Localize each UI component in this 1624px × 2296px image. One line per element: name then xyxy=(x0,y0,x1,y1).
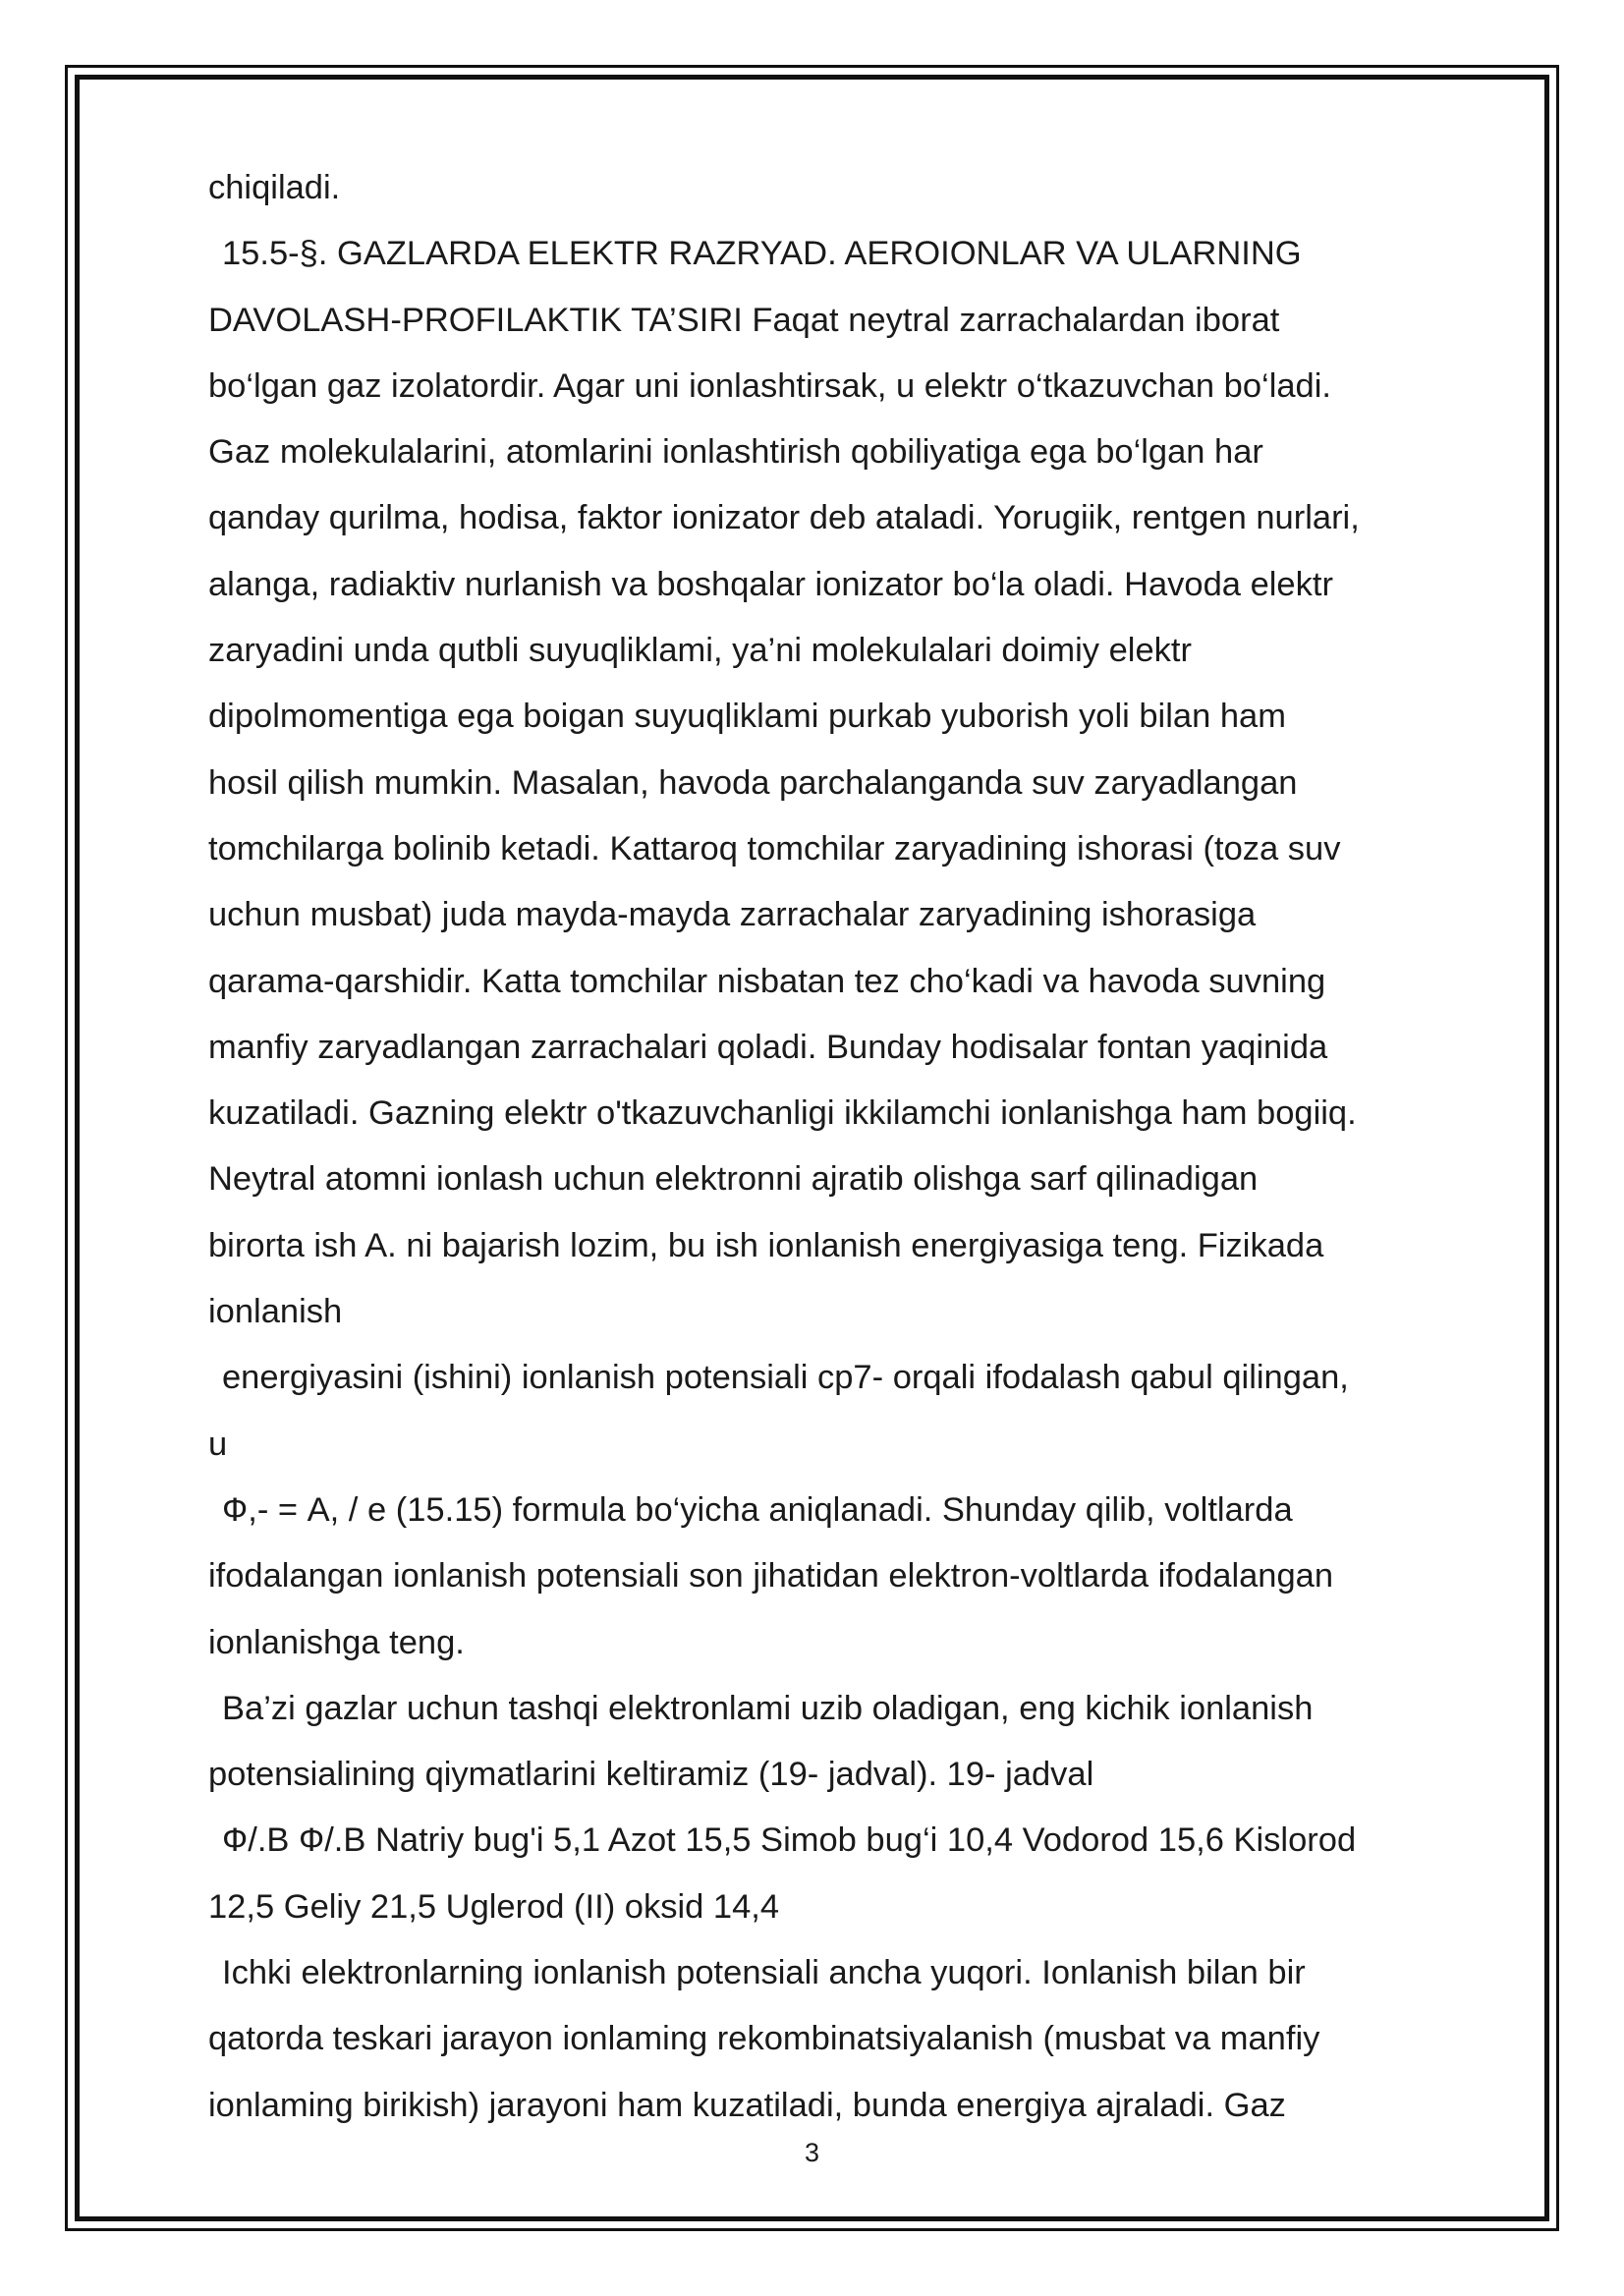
text-line: alanga, radiaktiv nurlanish va boshqalar ionizator bo‘la oladi. Havoda elektr xyxy=(208,565,1333,603)
text-line: qatorda teskari jarayon ionlaming rekombinatsiyalanish (musbat va manfiy xyxy=(208,2020,1320,2058)
text-line: tomchilarga bolinib ketadi. Kattaroq tomchilar zaryadining ishorasi (toza suv xyxy=(208,829,1341,868)
text-line: potensialining qiymatlarini keltiramiz (19- jadval). 19- jadval xyxy=(208,1756,1094,1794)
text-line: manfiy zaryadlangan zarrachalari qoladi. Bunday hodisalar fontan yaqinida xyxy=(208,1028,1328,1066)
text-line: DAVOLASH-PROFILAKTIK TA’SIRI Faqat neytral zarrachalardan iborat xyxy=(208,301,1280,339)
text-line: Ichki elektronlarning ionlanish potensiali ancha yuqori. Ionlanish bilan bir xyxy=(222,1954,1306,1992)
text-line: dipolmomentiga ega boigan suyuqliklami purkab yuborish yoli bilan ham xyxy=(208,698,1286,736)
text-line: 12,5 Geliy 21,5 Uglerod (II) oksid 14,4 xyxy=(208,1887,780,1926)
text-line: ifodalangan ionlanish potensiali son jihatidan elektron-voltlarda ifodalangan xyxy=(208,1557,1334,1596)
text-line: ionlanish xyxy=(208,1293,343,1331)
text-line: hosil qilish mumkin. Masalan, havoda parchalanganda suv zaryadlangan xyxy=(208,763,1298,802)
text-line: Ba’zi gazlar uchun tashqi elektronlami uzib oladigan, eng kichik ionlanish xyxy=(222,1689,1314,1727)
text-line: bo‘lgan gaz izolatordir. Agar uni ionlashtirsak, u elektr o‘tkazuvchan bo‘ladi. xyxy=(208,366,1331,405)
text-line: birorta ish A. ni bajarish lozim, bu ish ionlanish energiyasiga teng. Fizikada xyxy=(208,1226,1324,1264)
page-number: 3 xyxy=(804,2138,820,2167)
text-line: Ф,- = A, / e (15.15) formula bo‘yicha aniqlanadi. Shunday qilib, voltlarda xyxy=(222,1490,1293,1529)
text-line: zaryadini unda qutbli suyuqliklami, ya’ni molekulalari doimiy elektr xyxy=(208,632,1192,670)
text-line: energiyasini (ishini) ionlanish potensiali cp7- orqali ifodalash qabul qilingan, xyxy=(222,1359,1349,1397)
text-line: chiqiladi. xyxy=(208,169,341,206)
text-line: Neytral atomni ionlash uchun elektronni ajratib olishga sarf qilinadigan xyxy=(208,1160,1259,1199)
text-line: qanday qurilma, hodisa, faktor ionizator deb ataladi. Yorugiik, rentgen nurlari, xyxy=(208,499,1360,537)
text-line: Ф/.В Ф/.В Natriy bug'i 5,1 Azot 15,5 Simob bug‘i 10,4 Vodorod 15,6 Kislorod xyxy=(222,1821,1357,1860)
text-line: 15.5-§. GAZLARDA ELEKTR RAZRYAD. AEROIONLAR VA ULARNING xyxy=(222,235,1302,273)
text-line: uchun musbat) juda mayda-mayda zarrachalar zaryadining ishorasiga xyxy=(208,896,1257,934)
text-line: ionlanishga teng. xyxy=(208,1623,465,1661)
text-line: Gaz molekulalarini, atomlarini ionlashtirish qobiliyatiga ega bo‘lgan har xyxy=(208,433,1263,472)
document-body xyxy=(208,155,1525,2139)
text-line: ionlaming birikish) jarayoni ham kuzatiladi, bunda energiya ajraladi. Gaz xyxy=(208,2086,1286,2124)
text-line: kuzatiladi. Gazning elektr o'tkazuvchanligi ikkilamchi ionlanishga ham bogiiq. xyxy=(208,1094,1357,1133)
text-line: u xyxy=(208,1425,228,1463)
text-line: qarama-qarshidir. Katta tomchilar nisbatan tez cho‘kadi va havoda suvning xyxy=(208,962,1326,1000)
